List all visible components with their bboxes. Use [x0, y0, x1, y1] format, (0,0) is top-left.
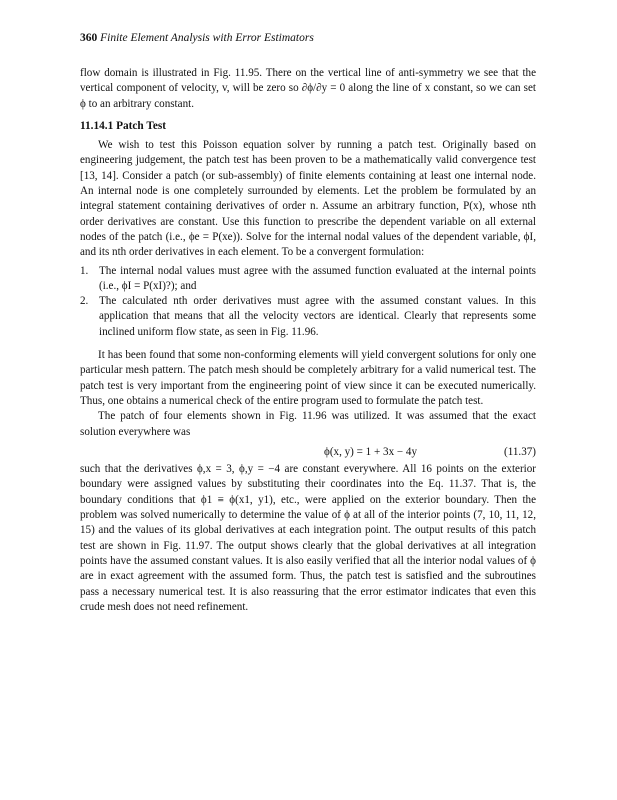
paragraph-results: such that the derivatives ϕ,x = 3, ϕ,y = −4 are constant everywhere. All 16 points on the exterior boundary were assigned values by substituting their coordinates into the Eq. 11.37. That is, the boundary conditions that ϕ1 ≡ ϕ(x1, y1), etc., were applied on the exterior boundary. Then the problem was solved numerically to determine the value of ϕ at all of the interior points (7, 10, 11, 12, 15) and the values of its global derivatives at each integration point. The output results of this patch test are shown in Fig. 11.97. The output shows clearly that the global derivatives at all integration points have the assumed constant values. It is also easily verified that all the interior nodal values of ϕ are in exact agreement with the assumed form. Thus, the patch test is satisfied and the subroutines pass a necessary numerical test. It is also reassuring that the error estimator indicates that even this crude mesh does not need refinement. — [80, 463, 536, 613]
list-item — [80, 294, 536, 340]
page-number: 360 — [80, 32, 98, 44]
list-item-number: 1. — [80, 264, 89, 277]
paragraph-intro: flow domain is illustrated in Fig. 11.95. There on the vertical line of anti-symmetry we see that the vertical component of velocity, v, will be zero so ∂ϕ/∂y = 0 along the line of x constant, so we can set ϕ to an arbitrary constant. — [80, 67, 536, 110]
list-item-number: 2. — [80, 295, 89, 308]
list-item-text: The calculated nth order derivatives must agree with the assumed constant values. In this application that means that all the velocity vectors are identical. Clearly that represents some inclined uniform flow state, as seen in Fig. 11.96. — [99, 295, 536, 338]
equation-expression: ϕ(x, y) = 1 + 3x − 4y — [324, 445, 418, 458]
list-item-text: The internal nodal values must agree with the assumed function evaluated at the internal points (i.e., ϕI = P(xI)?); and — [99, 264, 536, 292]
list-item — [80, 264, 536, 295]
section-number: 11.14.1 — [80, 119, 114, 132]
equation-11-37 — [80, 445, 536, 460]
equation-number: (11.37) — [504, 445, 536, 458]
paragraph-four-elements: The patch of four elements shown in Fig. 11.96 was utilized. It was assumed that the exact solution everywhere was — [80, 410, 536, 438]
paragraph-non-conforming: It has been found that some non-conforming elements will yield convergent solutions for only one particular mesh pattern. The patch mesh should be completely arbitrary for a valid numerical test. The patch test is very important from the engineering point of view since it can be executed numerically. Thus, one obtains a numerical check of the entire program used to formulate the patch test. — [80, 349, 536, 407]
paragraph-patch-test: We wish to test this Poisson equation solver by running a patch test. Originally based on engineering judgement, the patch test has been proven to be a mathematically valid convergence test [13, 14]. Consider a patch (or sub-assembly) of finite elements containing at least one internal node. An internal node is one completely surrounded by elements. Let the problem be formulated by an integral statement containing derivatives of order n. Assume an arbitrary function, P(x), whose nth order derivatives are constant. Use this function to prescribe the dependent variable on all external nodes of the patch (i.e., ϕe = P(xe)). Solve for the internal nodal values of the dependent variable, ϕI, and its nth order derivatives in each element. To be a convergent formulation: — [80, 139, 536, 259]
section-title: Patch Test — [116, 119, 167, 132]
section-heading — [80, 119, 536, 134]
page-body — [80, 66, 536, 615]
running-header — [80, 32, 314, 44]
running-title: Finite Element Analysis with Error Estimators — [100, 32, 314, 44]
convergence-criteria-list — [80, 264, 536, 340]
